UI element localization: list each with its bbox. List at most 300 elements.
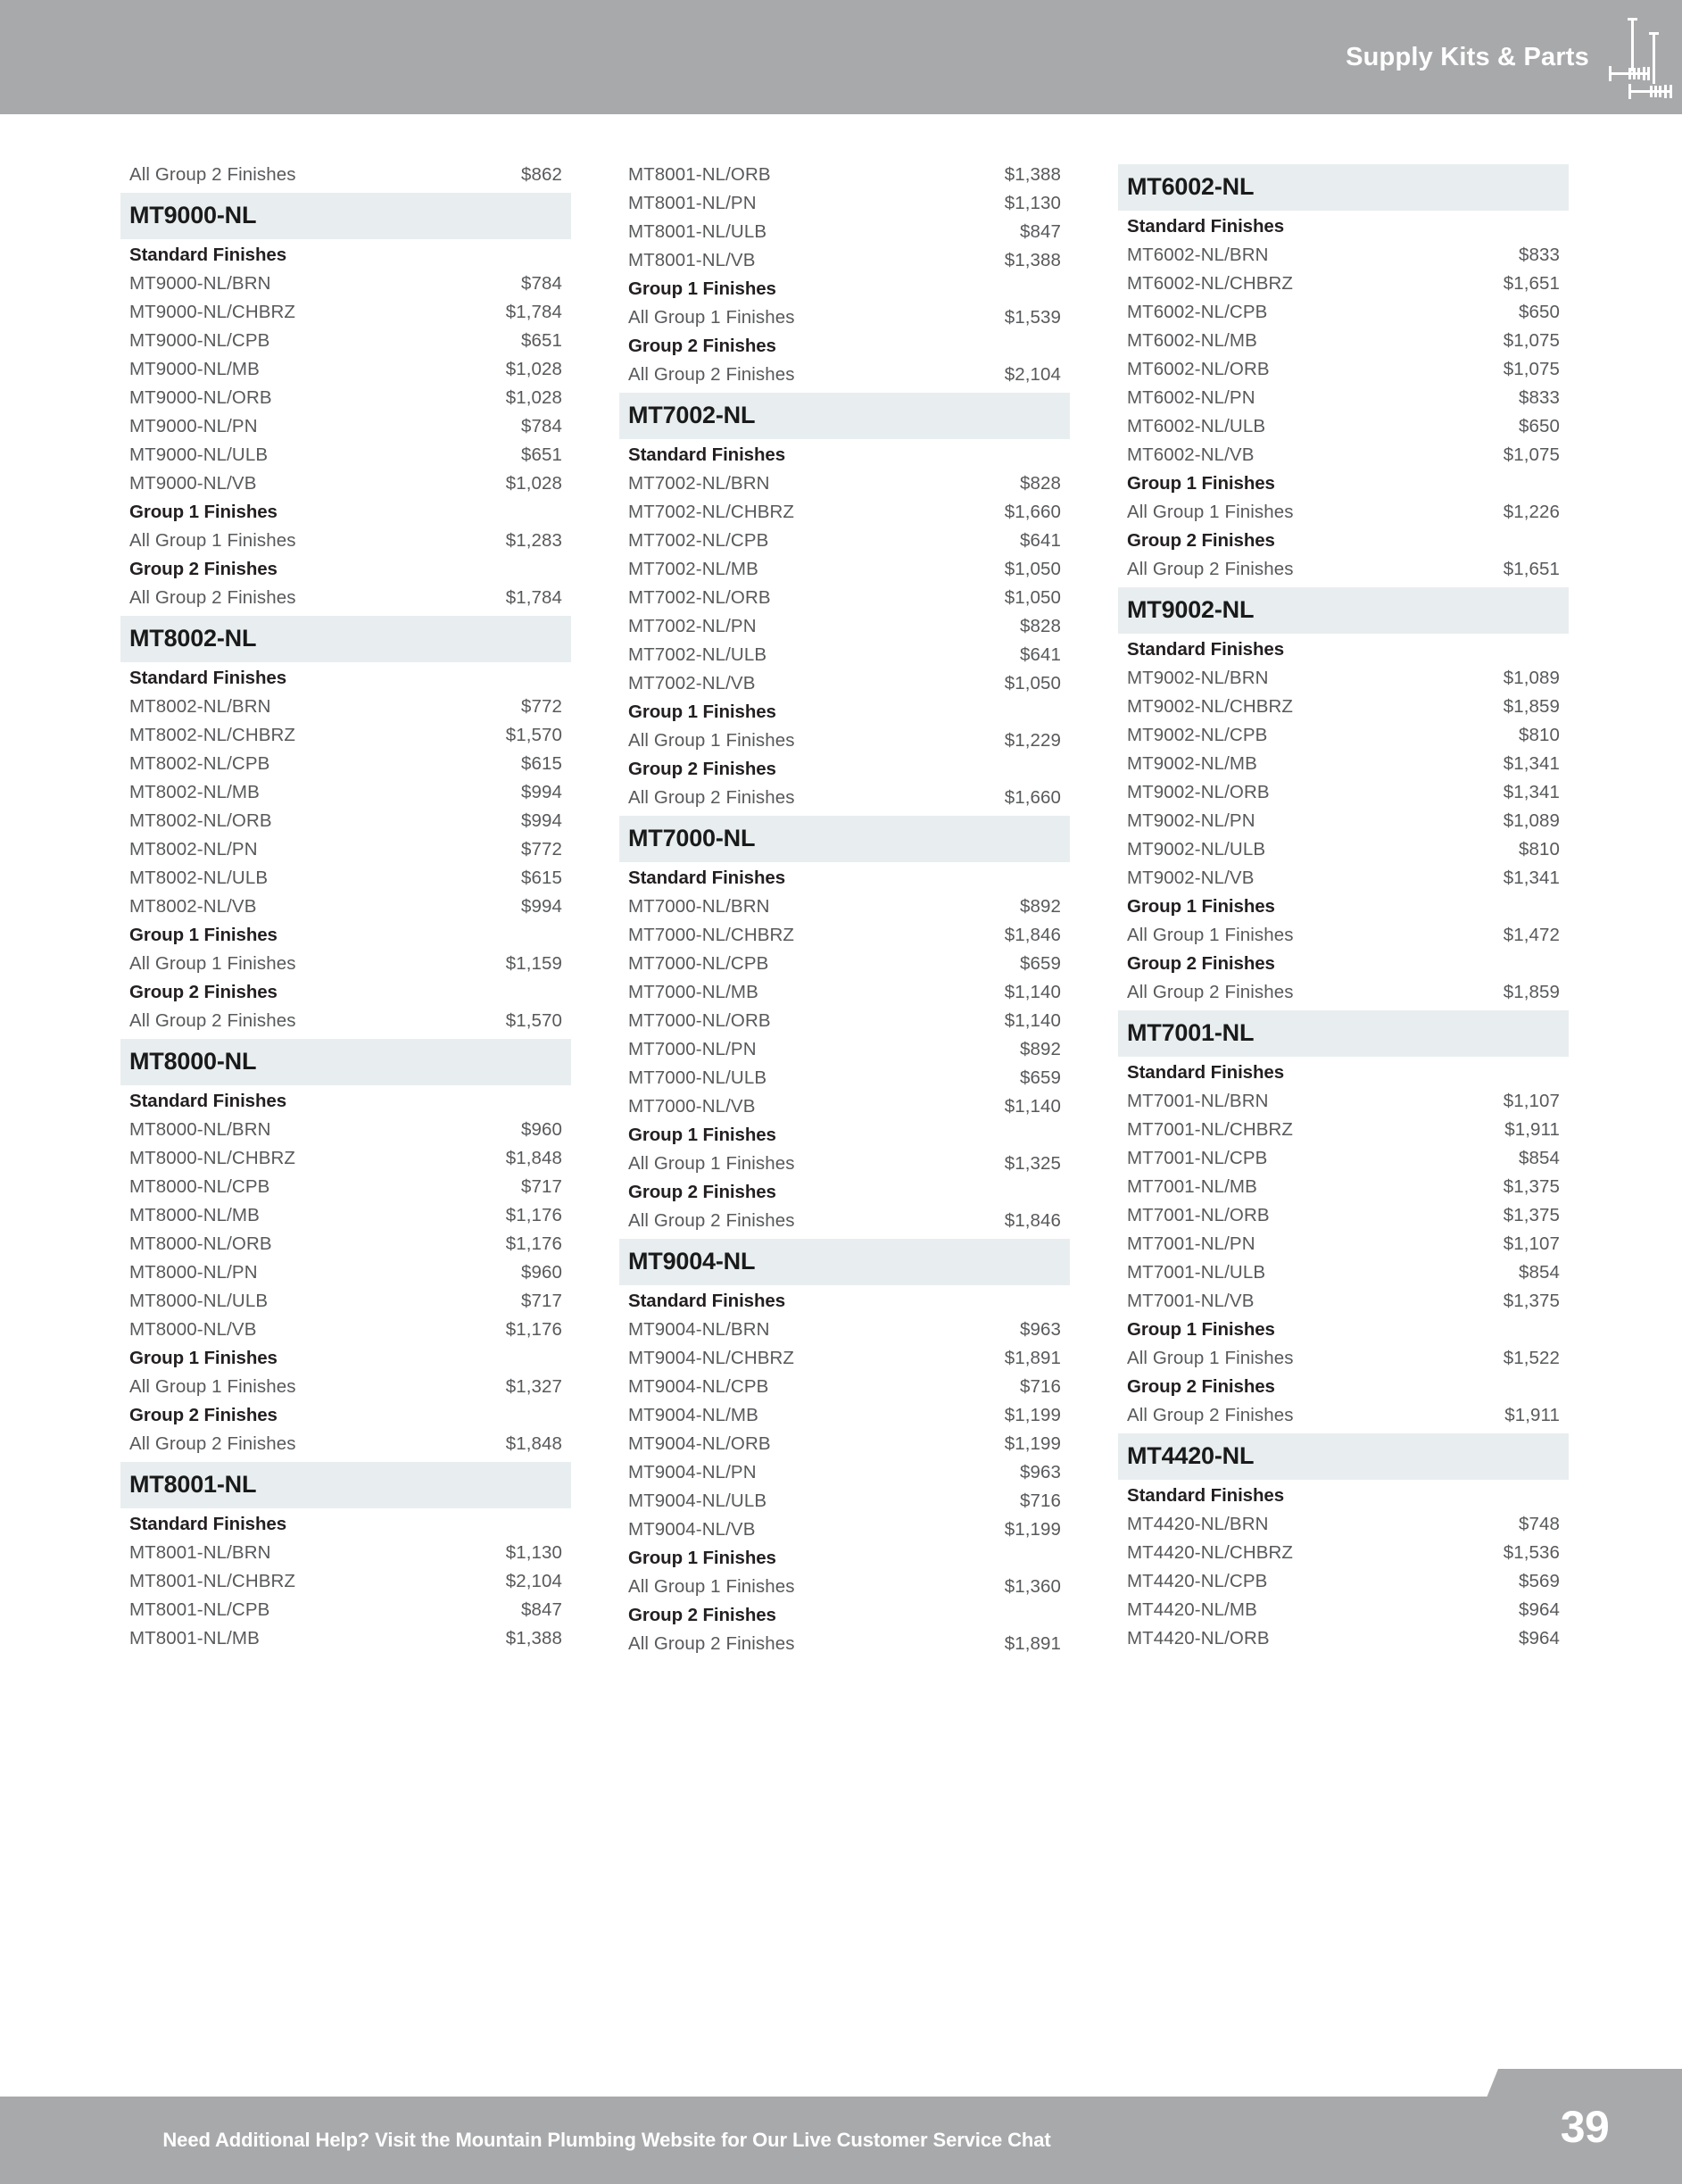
product-title: MT9004-NL [619,1239,1070,1285]
item-price: $1,327 [505,1376,562,1397]
item-sku: MT7000-NL/BRN [628,896,770,917]
item-price: $964 [1518,1628,1560,1648]
item-price: $1,375 [1503,1205,1560,1225]
item-price: $1,570 [505,725,562,745]
price-row [1118,270,1569,298]
item-sku: MT8002-NL/ORB [129,810,272,831]
item-price: $828 [1019,616,1061,636]
item-price: $1,159 [505,953,562,974]
item-sku: All Group 1 Finishes [129,953,296,974]
price-row [1118,241,1569,270]
item-price: $994 [520,782,562,802]
item-price: $716 [1019,1376,1061,1397]
finish-group-label: Group 1 Finishes [129,1348,278,1368]
price-row [619,246,1070,275]
product-title: MT6002-NL [1118,164,1569,211]
item-price: $1,784 [505,302,562,322]
price-row [619,1630,1070,1658]
price-row [619,1207,1070,1235]
item-price: $1,848 [505,1148,562,1168]
item-sku: MT7000-NL/CPB [628,953,769,974]
item-price: $960 [520,1119,562,1140]
item-sku: MT8001-NL/ULB [628,221,767,242]
item-sku: MT7000-NL/CHBRZ [628,925,795,945]
item-price: $650 [1518,302,1560,322]
item-sku: MT9004-NL/BRN [628,1319,770,1340]
item-price: $1,859 [1503,982,1560,1002]
price-row [1118,384,1569,412]
price-row [120,693,571,721]
item-price: $1,028 [505,387,562,408]
finish-group-label: Standard Finishes [1127,639,1285,660]
price-row [120,1596,571,1624]
item-sku: MT7001-NL/ULB [1127,1262,1266,1283]
price-row [120,1316,571,1344]
item-sku: MT8001-NL/ORB [628,164,771,185]
item-price: $810 [1518,839,1560,859]
item-sku: All Group 1 Finishes [1127,1348,1294,1368]
item-price: $833 [1518,387,1560,408]
item-price: $651 [520,330,562,351]
item-sku: MT9004-NL/PN [628,1462,757,1482]
item-price: $1,784 [505,587,562,608]
item-price: $772 [520,839,562,859]
item-sku: MT7002-NL/ULB [628,644,767,665]
finish-group-label: Group 1 Finishes [628,278,776,299]
item-price: $1,859 [1503,696,1560,717]
price-row [1118,721,1569,750]
item-price: $994 [520,896,562,917]
price-row [1118,978,1569,1007]
finish-group-label: Group 2 Finishes [129,559,278,579]
item-price: $1,075 [1503,359,1560,379]
item-price: $963 [1019,1462,1061,1482]
price-row [1118,750,1569,778]
price-row [619,1344,1070,1373]
item-sku: MT9000-NL/CPB [129,330,270,351]
item-price: $1,089 [1503,668,1560,688]
item-sku: MT7001-NL/ORB [1127,1205,1270,1225]
price-row [1118,1344,1569,1373]
item-price: $1,660 [1004,502,1061,522]
item-price: $994 [520,810,562,831]
item-price: $862 [520,164,562,185]
item-sku: MT9002-NL/ULB [1127,839,1266,859]
price-row [619,669,1070,698]
item-price: $641 [1019,644,1061,665]
price-row [120,1567,571,1596]
price-row [120,1230,571,1258]
item-price: $833 [1518,245,1560,265]
price-row [619,161,1070,189]
item-price: $615 [520,868,562,888]
item-price: $748 [1518,1514,1560,1534]
price-row [619,727,1070,755]
item-price: $892 [1019,896,1061,917]
item-sku: MT9002-NL/CPB [1127,725,1268,745]
finish-group-label: Group 2 Finishes [129,982,278,1002]
price-row [120,1430,571,1458]
item-price: $1,140 [1004,1010,1061,1031]
price-row [1118,693,1569,721]
item-sku: All Group 2 Finishes [1127,1405,1294,1425]
item-sku: MT6002-NL/CPB [1127,302,1268,322]
product-title: MT8000-NL [120,1039,571,1085]
price-row [120,527,571,555]
item-sku: All Group 1 Finishes [129,1376,296,1397]
item-sku: MT9004-NL/ORB [628,1433,771,1454]
product-title: MT9002-NL [1118,587,1569,634]
item-price: $810 [1518,725,1560,745]
price-row [120,778,571,807]
item-price: $659 [1019,953,1061,974]
item-price: $1,651 [1503,559,1560,579]
item-sku: All Group 1 Finishes [1127,925,1294,945]
price-row [120,1144,571,1173]
price-row [619,555,1070,584]
finish-group-label: Standard Finishes [1127,1485,1285,1506]
item-price: $716 [1019,1491,1061,1511]
price-column-2 [619,161,1070,2069]
item-sku: All Group 1 Finishes [628,1153,795,1174]
item-sku: MT6002-NL/BRN [1127,245,1269,265]
finish-group-label: Group 1 Finishes [628,702,776,722]
price-row [619,303,1070,332]
item-price: $828 [1019,473,1061,494]
item-price: $1,522 [1503,1348,1560,1368]
price-row [120,835,571,864]
price-row [1118,441,1569,469]
item-sku: MT4420-NL/ORB [1127,1628,1270,1648]
product-title: MT8001-NL [120,1462,571,1508]
item-sku: MT9002-NL/MB [1127,753,1257,774]
price-row [1118,1539,1569,1567]
price-row [619,1373,1070,1401]
item-sku: MT9004-NL/CHBRZ [628,1348,795,1368]
price-row [619,950,1070,978]
item-price: $1,651 [1503,273,1560,294]
finish-group-label: Group 2 Finishes [1127,1376,1275,1397]
price-row [619,612,1070,641]
finish-group-label: Group 1 Finishes [1127,473,1275,494]
item-price: $1,388 [505,1628,562,1648]
item-price: $847 [520,1599,562,1620]
item-price: $1,341 [1503,782,1560,802]
item-price: $1,341 [1503,753,1560,774]
price-row [619,978,1070,1007]
item-sku: MT7001-NL/VB [1127,1291,1255,1311]
item-price: $784 [520,416,562,436]
price-row [120,298,571,327]
item-price: $1,539 [1004,307,1061,328]
item-sku: MT8002-NL/PN [129,839,258,859]
price-row [1118,1401,1569,1430]
finish-group-label: Standard Finishes [1127,216,1285,237]
finish-group-label: Group 1 Finishes [129,925,278,945]
finish-group-label: Group 2 Finishes [628,1182,776,1202]
item-sku: MT8000-NL/ULB [129,1291,269,1311]
price-row [1118,555,1569,584]
item-sku: MT7001-NL/BRN [1127,1091,1269,1111]
item-price: $1,050 [1004,559,1061,579]
price-row [120,1539,571,1567]
price-row [120,721,571,750]
price-row [1118,1258,1569,1287]
item-sku: MT8000-NL/CHBRZ [129,1148,296,1168]
footer-help-text: Need Additional Help? Visit the Mountain Plumbing Website for Our Live Customer Service Chat [162,2129,1051,2151]
price-row [1118,664,1569,693]
page-footer [0,2069,1682,2184]
item-sku: MT9002-NL/BRN [1127,668,1269,688]
item-sku: All Group 1 Finishes [628,1576,795,1597]
page-title: Supply Kits & Parts [1346,42,1589,71]
price-row [619,893,1070,921]
item-price: $1,176 [505,1233,562,1254]
price-row [1118,1144,1569,1173]
item-price: $1,283 [505,530,562,551]
finish-group-label: Standard Finishes [628,868,786,888]
price-row [619,1573,1070,1601]
item-sku: MT8001-NL/BRN [129,1542,271,1563]
item-sku: MT8000-NL/BRN [129,1119,271,1140]
item-price: $1,848 [505,1433,562,1454]
item-sku: MT8000-NL/MB [129,1205,260,1225]
price-row [120,1201,571,1230]
item-price: $1,176 [505,1319,562,1340]
footer-help-bar [0,2097,1508,2184]
price-row [619,1150,1070,1178]
finish-group-label: Group 1 Finishes [1127,896,1275,917]
item-sku: MT8000-NL/VB [129,1319,257,1340]
item-price: $1,911 [1504,1405,1560,1425]
item-price: $1,846 [1004,1210,1061,1231]
price-row [120,1116,571,1144]
price-row [619,1401,1070,1430]
price-row [619,1092,1070,1121]
item-price: $1,199 [1004,1433,1061,1454]
product-title: MT7002-NL [619,393,1070,439]
item-sku: MT7002-NL/CHBRZ [628,502,795,522]
price-row [1118,1287,1569,1316]
item-sku: MT4420-NL/BRN [1127,1514,1269,1534]
product-title: MT4420-NL [1118,1433,1569,1480]
item-price: $1,570 [505,1010,562,1031]
price-row [619,527,1070,555]
price-row [1118,1624,1569,1653]
item-sku: All Group 2 Finishes [628,1633,795,1654]
item-price: $1,050 [1004,673,1061,693]
item-price: $854 [1518,1262,1560,1283]
finish-group-label: Group 1 Finishes [628,1548,776,1568]
item-sku: MT8001-NL/MB [129,1628,260,1648]
price-column-3 [1118,161,1569,2069]
finish-group-label: Standard Finishes [129,1514,287,1534]
price-row [619,361,1070,389]
item-price: $1,846 [1004,925,1061,945]
item-price: $784 [520,273,562,294]
price-row [120,441,571,469]
price-row [1118,1087,1569,1116]
price-row [619,189,1070,218]
item-sku: All Group 2 Finishes [129,1433,296,1454]
item-price: $651 [520,444,562,465]
price-row [1118,864,1569,893]
item-price: $569 [1518,1571,1560,1591]
price-row [120,161,571,189]
item-price: $1,388 [1004,164,1061,185]
item-price: $1,199 [1004,1405,1061,1425]
item-sku: All Group 1 Finishes [129,530,296,551]
price-row [1118,1173,1569,1201]
item-price: $1,325 [1004,1153,1061,1174]
item-sku: MT8001-NL/CHBRZ [129,1571,296,1591]
price-row [1118,327,1569,355]
item-sku: MT9002-NL/PN [1127,810,1255,831]
item-price: $960 [520,1262,562,1283]
item-price: $641 [1019,530,1061,551]
item-sku: MT7002-NL/ORB [628,587,771,608]
price-row [1118,1596,1569,1624]
price-row [120,1173,571,1201]
item-sku: MT7000-NL/MB [628,982,758,1002]
item-price: $1,226 [1503,502,1560,522]
item-price: $1,536 [1503,1542,1560,1563]
item-price: $1,341 [1503,868,1560,888]
item-sku: MT8001-NL/CPB [129,1599,270,1620]
item-sku: MT9002-NL/ORB [1127,782,1270,802]
item-sku: All Group 2 Finishes [1127,982,1294,1002]
item-sku: MT7000-NL/PN [628,1039,757,1059]
item-sku: All Group 2 Finishes [129,1010,296,1031]
item-price: $1,472 [1503,925,1560,945]
item-sku: MT4420-NL/CHBRZ [1127,1542,1294,1563]
finish-group-label: Group 2 Finishes [1127,530,1275,551]
item-price: $650 [1518,416,1560,436]
price-row [120,750,571,778]
price-row [120,1258,571,1287]
price-row [120,950,571,978]
price-row [120,1373,571,1401]
item-sku: MT7002-NL/PN [628,616,757,636]
price-row [1118,921,1569,950]
finish-group-label: Group 1 Finishes [628,1125,776,1145]
item-sku: MT9004-NL/MB [628,1405,758,1425]
item-sku: MT9000-NL/CHBRZ [129,302,296,322]
item-sku: MT9000-NL/ULB [129,444,269,465]
item-sku: MT8000-NL/ORB [129,1233,272,1254]
finish-group-label: Group 2 Finishes [628,336,776,356]
price-row [619,1516,1070,1544]
price-row [619,1458,1070,1487]
item-sku: All Group 2 Finishes [129,587,296,608]
item-sku: MT8002-NL/VB [129,896,257,917]
page-number: 39 [1560,2101,1610,2152]
price-row [1118,835,1569,864]
item-sku: MT6002-NL/PN [1127,387,1255,408]
price-row [120,355,571,384]
price-row [1118,1567,1569,1596]
finish-group-label: Standard Finishes [129,1091,287,1111]
item-price: $615 [520,753,562,774]
item-price: $963 [1019,1319,1061,1340]
item-sku: MT9004-NL/CPB [628,1376,769,1397]
price-row [1118,1230,1569,1258]
item-sku: All Group 2 Finishes [1127,559,1294,579]
item-sku: MT9004-NL/ULB [628,1491,767,1511]
product-title: MT7001-NL [1118,1010,1569,1057]
finish-group-label: Group 2 Finishes [129,1405,278,1425]
item-sku: MT8000-NL/CPB [129,1176,270,1197]
item-sku: MT7002-NL/VB [628,673,756,693]
finish-group-label: Group 1 Finishes [1127,1319,1275,1340]
price-row [619,1430,1070,1458]
item-sku: All Group 2 Finishes [628,364,795,385]
finish-group-label: Standard Finishes [1127,1062,1285,1083]
item-price: $1,375 [1503,1291,1560,1311]
price-row [619,218,1070,246]
item-sku: MT8002-NL/ULB [129,868,269,888]
price-row [120,1624,571,1653]
item-sku: MT9000-NL/VB [129,473,257,494]
item-sku: MT6002-NL/ULB [1127,416,1266,436]
item-price: $1,075 [1503,330,1560,351]
item-price: $854 [1518,1148,1560,1168]
item-sku: MT6002-NL/MB [1127,330,1257,351]
item-sku: MT9004-NL/VB [628,1519,756,1540]
price-row [619,469,1070,498]
price-row [1118,498,1569,527]
item-price: $659 [1019,1067,1061,1088]
price-row [120,327,571,355]
item-sku: MT7001-NL/CHBRZ [1127,1119,1294,1140]
price-row [1118,298,1569,327]
price-row [120,864,571,893]
price-column-1 [120,161,571,2069]
item-sku: MT9000-NL/ORB [129,387,272,408]
item-price: $1,375 [1503,1176,1560,1197]
price-row [120,893,571,921]
item-sku: MT8002-NL/CHBRZ [129,725,296,745]
price-row [1118,412,1569,441]
price-row [120,1287,571,1316]
item-sku: MT8002-NL/MB [129,782,260,802]
item-sku: MT9000-NL/PN [129,416,258,436]
item-sku: All Group 1 Finishes [1127,502,1294,522]
supply-stop-valve-icon [1607,12,1673,102]
item-sku: MT8002-NL/CPB [129,753,270,774]
price-row [619,1064,1070,1092]
item-price: $1,229 [1004,730,1061,751]
item-price: $1,891 [1004,1348,1061,1368]
item-sku: MT9000-NL/BRN [129,273,271,294]
item-price: $1,130 [505,1542,562,1563]
price-row [1118,778,1569,807]
item-price: $1,075 [1503,444,1560,465]
price-row [120,584,571,612]
price-row [1118,1201,1569,1230]
item-price: $1,107 [1503,1233,1560,1254]
finish-group-label: Group 2 Finishes [628,759,776,779]
finish-group-label: Standard Finishes [628,1291,786,1311]
item-sku: MT9000-NL/MB [129,359,260,379]
item-sku: MT7000-NL/ULB [628,1067,767,1088]
item-price: $1,028 [505,359,562,379]
item-price: $772 [520,696,562,717]
item-price: $1,130 [1004,193,1061,213]
price-row [1118,1510,1569,1539]
finish-group-label: Standard Finishes [129,668,287,688]
price-row [619,641,1070,669]
